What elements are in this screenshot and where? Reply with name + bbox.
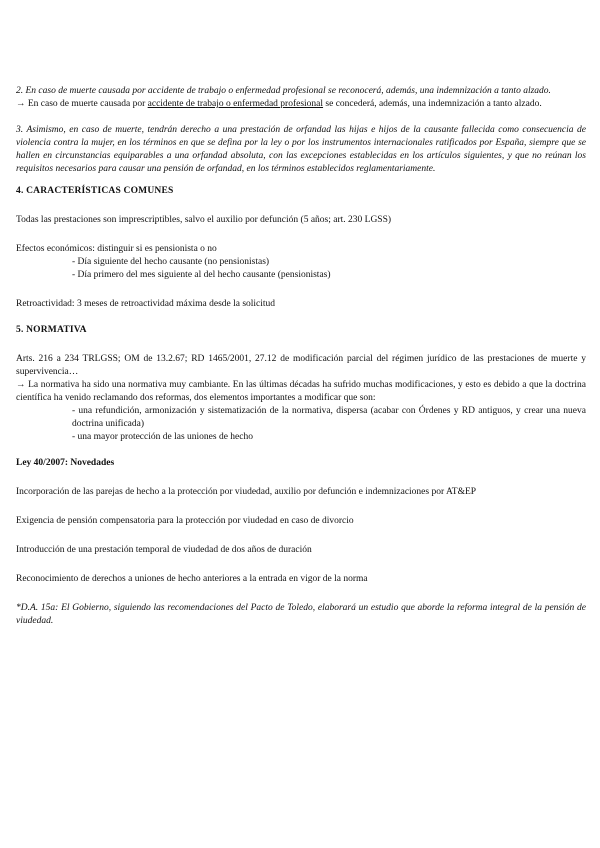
novedad-item: Reconocimiento de derechos a uniones de hecho anteriores a la entrada en vigor de la norma	[16, 574, 368, 584]
efectos-item: - Día primero del mes siguiente al del hecho causante (pensionistas)	[72, 270, 331, 280]
item-2-arrow-pre: → En caso de muerte causada por	[16, 99, 148, 109]
section-5-heading: 5. NORMATIVA	[16, 325, 87, 335]
ley-title: Ley 40/2007: Novedades	[16, 458, 115, 468]
document-body	[16, 85, 586, 628]
item-2-arrow-post: se concederá, además, una indemnización a tanto alzado.	[323, 99, 542, 109]
reform-item: - una mayor protección de las uniones de hecho	[72, 432, 253, 442]
retroactividad-text: Retroactividad: 3 meses de retroactividad máxima desde la solicitud	[16, 299, 276, 309]
cambiante-text: → La normativa ha sido una normativa muy cambiante. En las últimas décadas ha sufrido muchas modificaciones, y esto es debido a que la doctrina científica ha venido reclamando dos reformas, dos elementos importantes a modificar que son:	[16, 380, 586, 403]
item-2-arrow-link: accidente de trabajo o enfermedad profesional	[147, 99, 324, 109]
da-italic-note: *D.A. 15a: El Gobierno, siguiendo las recomendaciones del Pacto de Toledo, elaborará un estudio que aborde la reforma integral de la pensión de viudedad.	[16, 603, 586, 626]
reform-item: - una refundición, armonización y sistematización de la normativa, dispersa (acabar con Órdenes y RD antiguos, y crear una nueva doctrina unificada)	[72, 406, 586, 429]
novedad-item: Incorporación de las parejas de hecho a la protección por viudedad, auxilio por defunción e indemnizaciones por AT&EP	[16, 487, 477, 497]
imprescriptibles-text: Todas las prestaciones son imprescriptibles, salvo el auxilio por defunción (5 años; art. 230 LGSS)	[16, 215, 392, 225]
efectos-title: Efectos económicos: distinguir si es pensionista o no	[16, 244, 217, 254]
arts-text: Arts. 216 a 234 TRLGSS; OM de 13.2.67; RD 1465/2001, 27.12 de modificación parcial del régimen jurídico de las prestaciones de muerte y supervivencia…	[16, 354, 586, 377]
section-4-heading: 4. CARACTERÍSTICAS COMUNES	[16, 186, 174, 196]
item-3-italic: 3. Asimismo, en caso de muerte, tendrán derecho a una prestación de orfandad las hijas e hijos de la causante fallecida como consecuencia de violencia contra la mujer, en los términos en que se defina por la ley o por los instrumentos internacionales ratificados por España, siempre que se hallen en circunstancias equiparables a una orfandad absoluta, con las excepciones establecidas en los artículos siguientes, y que no reúnan los requisitos necesarios para causar una pensión de orfandad, en los términos establecidos reglamentariamente.	[16, 125, 586, 174]
item-2-arrow	[16, 98, 586, 111]
item-2-italic: 2. En caso de muerte causada por accidente de trabajo o enfermedad profesional se reconocerá, además, una indemnización a tanto alzado.	[16, 86, 551, 96]
novedad-item: Introducción de una prestación temporal de viudedad de dos años de duración	[16, 545, 312, 555]
efectos-item: - Día siguiente del hecho causante (no pensionistas)	[72, 257, 270, 267]
novedad-item: Exigencia de pensión compensatoria para la protección por viudedad en caso de divorcio	[16, 516, 354, 526]
